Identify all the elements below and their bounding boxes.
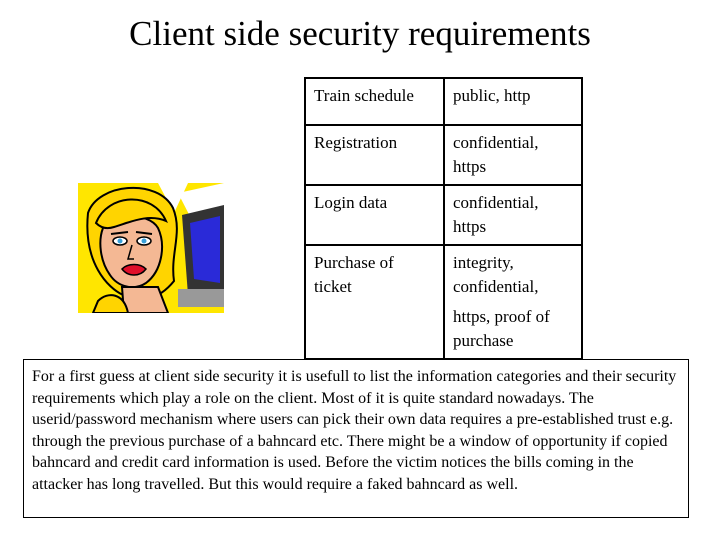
- slide-title: Client side security requirements: [129, 14, 591, 53]
- category-cell: Registration: [305, 125, 444, 185]
- requirement-cell: confidential, https: [444, 185, 582, 245]
- table-row: [305, 185, 582, 245]
- requirement-line-2: https, proof of purchase: [453, 307, 550, 350]
- explanation-text: For a first guess at client side security it is usefull to list the information categories and their security requirements which play a role on the client. Most of it is quite standard nowadays. The userid/password mechanism where users can pick their own data requires a pre-established trust e.g. through the previous purchase of a bahncard etc. There might be a window of opportunity if copied bahncard and credit card information is used. Before the victim notices the bills coming in the attacker has long travelled. But this would require a faked bahncard as well.: [23, 359, 689, 518]
- table-row: [305, 125, 582, 185]
- table-row: [305, 245, 582, 359]
- requirement-line-1: integrity, confidential,: [453, 253, 539, 296]
- requirement-cell: confidential, https: [444, 125, 582, 185]
- security-requirements-table: [304, 77, 583, 360]
- woman-at-computer-icon: [78, 183, 224, 313]
- category-cell: Login data: [305, 185, 444, 245]
- category-cell: Purchase of ticket: [305, 245, 444, 359]
- requirement-cell: [444, 245, 582, 359]
- requirement-cell: public, http: [444, 78, 582, 125]
- category-cell: Train schedule: [305, 78, 444, 125]
- table-row: [305, 78, 582, 125]
